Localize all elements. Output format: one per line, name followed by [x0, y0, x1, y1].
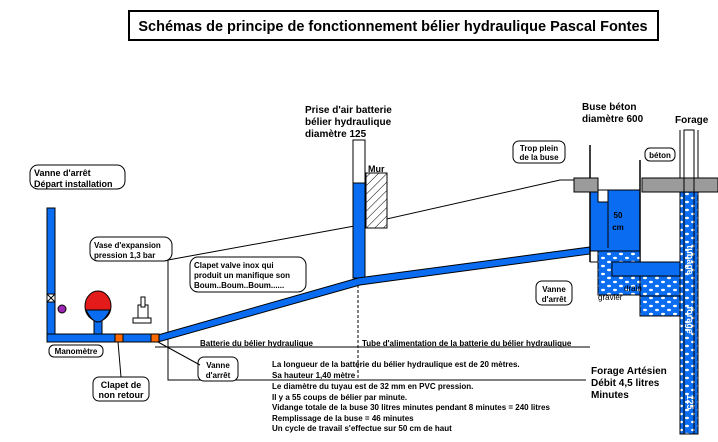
battery-pipe [47, 334, 159, 342]
clapet-valve-line2: produit un manifique son [194, 271, 290, 280]
wall [366, 173, 387, 228]
page-title: Schémas de principe de fonctionnement bélier hydraulique Pascal Fontes [138, 19, 648, 35]
tube-alim-label: Tube d'alimentation de la batterie du bélier hydraulique [362, 339, 572, 348]
cm50-line1: 50 [613, 211, 623, 220]
clapet-retour-line2: non retour [98, 390, 144, 400]
clapet-valve-stem [141, 297, 145, 307]
note-line: Il y a 55 coups de bélier par minute. [272, 393, 408, 402]
tubage-label: tubage [685, 245, 695, 275]
departure-pipe [47, 208, 55, 342]
trop-plein-line2: de la buse [519, 153, 559, 162]
vase-line2: pression 1,3 bar [94, 251, 156, 260]
air-intake-top [353, 140, 365, 183]
forage-vertical-label: forage [685, 306, 695, 334]
prise-air-line3: diamètre 125 [305, 129, 367, 140]
expansion-vessel-water [86, 310, 110, 322]
overflow-pipe [598, 190, 608, 202]
forage-label: Forage [675, 115, 709, 126]
trop-plein-line1: Trop plein [519, 144, 559, 153]
note-line: Un cycle de travail s'effectue sur 50 cm de haut [272, 424, 452, 433]
vanne-bas-line2: d'arrêt [205, 371, 231, 380]
artesien-line3: Minutes [591, 390, 629, 401]
drain-label: drain [624, 284, 642, 293]
vanne-bas-pointer [158, 342, 200, 365]
d125-label: 125 [685, 394, 695, 410]
note-line: Vidange totale de la buse 30 litres minutes pendant 8 minutes = 240 litres [272, 403, 550, 412]
clapet-valve-base [133, 318, 151, 323]
air-intake-tube [353, 183, 365, 278]
buse-label-line2: diamètre 600 [582, 114, 644, 125]
check-valve [115, 334, 123, 342]
vanne-buse-line2: d'arrêt [541, 295, 567, 304]
slab-left [574, 178, 598, 192]
clapet-retour-pointer [118, 342, 121, 377]
batterie-label: Batterie du bélier hydraulique [200, 339, 313, 348]
clapet-valve-line3: Boum..Boum..Boum...... [194, 281, 285, 290]
vanne-buse-line1: Vanne [542, 285, 566, 294]
note-line: Remplissage de la buse = 46 minutes [272, 414, 414, 423]
mur-label: Mur [368, 164, 385, 174]
artesien-line2: Débit 4,5 litres [591, 378, 660, 389]
prise-air-line2: bélier hydraulique [305, 117, 392, 128]
vase-line1: Vase d'expansion [94, 241, 161, 250]
vanne-depart-line1: Vanne d'arrêt [34, 168, 91, 178]
bottom-valve [151, 334, 159, 342]
clapet-retour-line1: Clapet de [100, 380, 142, 390]
note-line: Le diamètre du tuyau est de 32 mm en PVC pression. [272, 382, 474, 391]
vanne-bas-line1: Vanne [206, 361, 230, 370]
gravel-strip [640, 276, 682, 296]
manometer-gauge [58, 305, 66, 313]
buse-label-line1: Buse béton [582, 102, 637, 113]
notes-block [272, 360, 550, 433]
prise-air-line1: Prise d'air batterie [305, 105, 392, 116]
vanne-depart-line2: Départ installation [34, 179, 113, 189]
cm50-line2: cm [612, 223, 624, 232]
note-line: Sa hauteur 1,40 mètre [272, 371, 356, 380]
gravel-bottom [640, 296, 680, 316]
note-line: La longueur de la batterie du bélier hydraulique est de 20 mètres. [272, 360, 520, 369]
beton-label: béton [649, 151, 671, 160]
slab-right [642, 178, 718, 192]
manometre-label: Manomètre [54, 347, 98, 356]
drain-pipe [612, 262, 682, 276]
gravier-label: gravier [598, 293, 623, 302]
artesien-line1: Forage Artésien [591, 366, 667, 377]
clapet-valve-line1: Clapet valve inox qui [194, 261, 274, 270]
